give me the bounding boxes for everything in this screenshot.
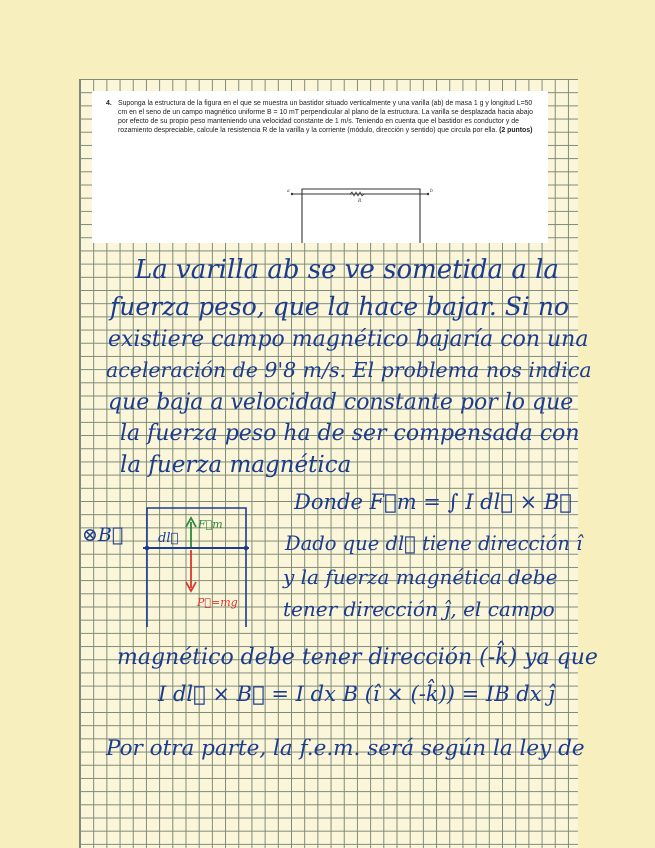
hw-last-line: Por otra parte, la f.e.m. será según la ley de	[106, 736, 585, 761]
hw-formula-line: I dl⃗ × B⃗ = I dx B (î × (-k̂)) = IB dx ĵ	[158, 682, 555, 706]
hw-dado-line-3: tener dirección ĵ, el campo	[283, 597, 555, 621]
problem-text	[106, 99, 536, 135]
hw-dado-line-1: Dado que dl⃗ tiene dirección î	[285, 532, 583, 555]
frame-sketch-line	[147, 508, 246, 627]
b-field-label: ⊗B⃗	[82, 524, 124, 546]
problem-statement-box	[92, 91, 548, 243]
hw-line-5: que baja a velocidad constante por lo que	[108, 390, 574, 415]
hw-line-3: existiere campo magnético bajaría con una	[108, 327, 589, 352]
force-sketch	[70, 500, 280, 640]
problem-body: Suponga la estructura de la figura en el que se muestra un bastidor situado verticalmente y una varilla (ab) de masa 1 g y longitud L=50 cm en el seno de un campo magnético uniforme B = 10 mT perpendicular al plano de la estructura. La varilla se desplazada hacia abajo por efecto de su propio peso manteniendo una velocidad constante de 1 m/s. Teniendo en cuenta que el bastidor es conductor y de rozamiento despreciable, calcule la resistencia R de la varilla y la corriente (módulo, dirección y sentido) que circula por ella.	[118, 100, 533, 135]
hw-line-4: aceleración de 9'8 m/s. El problema nos indica	[106, 358, 592, 382]
fm-label: F⃗m	[198, 518, 223, 531]
dl-label: dl⃗	[158, 531, 179, 546]
hw-line-6: la fuerza peso ha de ser compensada con	[120, 421, 580, 446]
figure-label-r: R	[358, 199, 362, 204]
problem-number: 4.	[106, 100, 112, 107]
frame-figure	[288, 187, 458, 243]
hw-line-2: fuerza peso, que la hace bajar. Si no	[110, 292, 570, 321]
hw-campo-line: magnético debe tener dirección (-k̂) ya que	[117, 645, 598, 670]
hw-donde-line: Donde F⃗m = ∫ I dl⃗ × B⃗	[294, 490, 572, 514]
hw-line-1: La varilla ab se ve sometida a la	[135, 255, 559, 285]
hw-dado-line-2: y la fuerza magnética debe	[283, 565, 558, 589]
weight-label: P⃗=mg	[197, 596, 238, 609]
figure-label-b: b	[430, 189, 433, 194]
hw-line-7: la fuerza magnética	[120, 452, 352, 478]
figure-label-a: a	[287, 189, 290, 194]
problem-points: (2 puntos)	[499, 127, 533, 135]
